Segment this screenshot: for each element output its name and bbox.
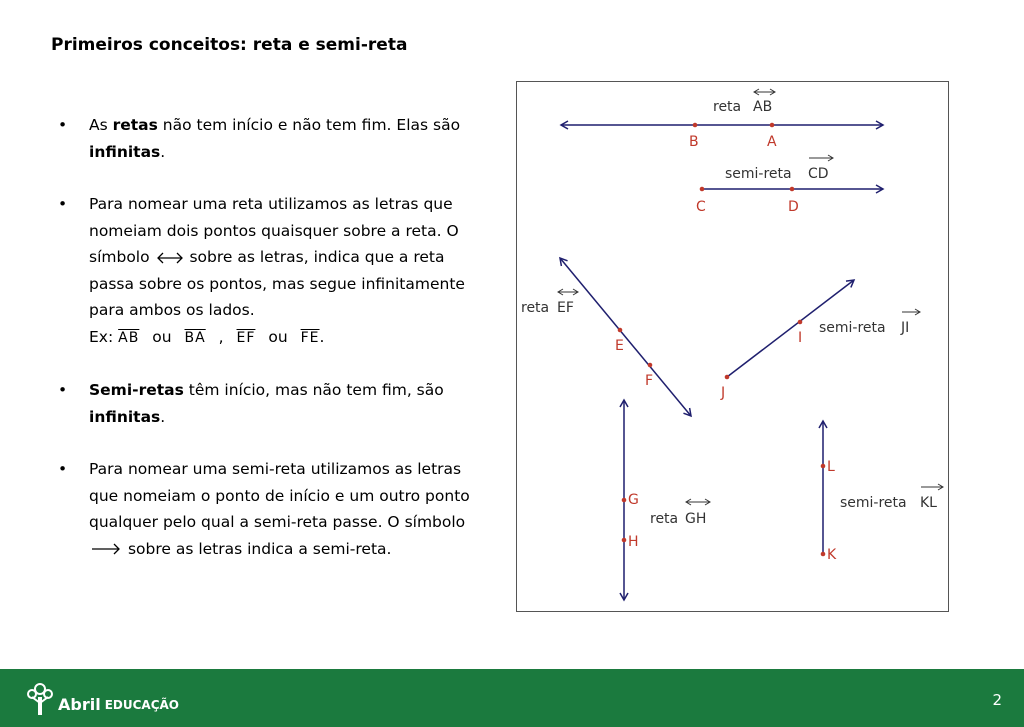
point-label-j: J [721,385,726,401]
label-semi-reta-kl: semi-reta [840,495,907,511]
bold-text: retas [112,116,158,134]
ray-ji [720,280,920,401]
text: sobre as letras, indica que a reta passa sobre os pontos, mas segue infinitamente para ambos os lados. [89,248,465,319]
bullet-dot: • [58,381,68,399]
page-title: Primeiros conceitos: reta e semi-reta [51,35,408,55]
text: Para nomear uma reta utilizamos as letras que nomeiam dois pontos quaisquer sobre a reta. O símbolo [89,195,459,266]
point-label-i: I [798,330,803,346]
text: , [218,327,224,346]
example-ef: $\overline{EF}$ [236,329,256,346]
text: ou [152,327,172,346]
footer-bar [0,669,1024,727]
point-d [790,187,795,192]
right-arrow-icon [89,542,123,556]
bullet-nomear-reta [58,191,488,351]
page-number: 2 [992,691,1002,709]
ray-cd [696,158,883,215]
ray-kl [821,421,943,563]
bold-text: infinitas [89,407,161,426]
label-reta-gh: reta [650,511,679,527]
geometry-diagram [517,82,948,611]
bullet-dot: • [58,116,68,134]
bullet-dot: • [58,195,68,213]
point-g [622,498,627,503]
logo-sub: EDUCAÇÃO [104,698,179,712]
bullet-retas [58,112,488,165]
point-f [648,363,653,368]
label-cd: CD [808,166,829,182]
bullet-nomear-semi-reta [58,456,488,562]
line-gh [622,400,710,600]
point-a [770,123,775,128]
example-label: Ex: [89,327,114,346]
point-h [622,538,627,543]
text: . [160,142,166,161]
point-l [821,464,826,469]
line-ab [561,92,883,150]
brand-logo [26,681,179,715]
point-e [618,328,623,333]
point-k [821,552,826,557]
point-label-d: D [788,199,799,215]
point-label-f: F [645,373,654,389]
double-arrow-icon [155,251,185,265]
label-gh: GH [685,511,707,527]
point-label-c: C [696,199,706,215]
point-label-a: A [767,134,777,150]
text: não tem início e não tem fim. Elas são [157,116,461,134]
example-ba: $\overline{BA}$ [184,329,206,346]
label-semi-reta-ji: semi-reta [819,320,886,336]
label-reta-ef: reta [521,300,550,316]
text: sobre as letras indica a semi-reta. [127,539,392,558]
bullet-list [58,112,488,588]
point-label-l: L [827,459,835,475]
label-ef: EF [557,300,574,316]
bold-text: Semi-retas [89,381,184,399]
point-b [693,123,698,128]
bullet-dot: • [58,460,68,478]
example-ab: $\overline{AB}$ [118,329,140,346]
bold-text: infinitas [89,142,161,161]
label-ab: AB [753,99,773,115]
point-label-e: E [615,338,624,354]
lines-figure [516,81,949,612]
text: As [89,116,113,134]
label-kl: KL [920,495,937,511]
point-label-g: G [628,492,639,508]
label-ji: JI [901,320,910,336]
point-i [798,320,803,325]
text: Para nomear uma semi-reta utilizamos as letras que nomeiam o ponto de início e um outro ponto qualquer pelo qual a semi-reta passe. O símbolo [89,460,470,531]
point-label-b: B [689,134,699,150]
label-semi-reta-cd: semi-reta [725,166,792,182]
example-fe: $\overline{FE}$ [300,329,320,346]
point-label-h: H [628,534,639,550]
text: têm início, mas não tem fim, são [183,381,444,399]
text: ou [268,327,288,346]
label-reta-ab: reta [713,99,742,115]
logo-word: Abril [58,695,101,714]
point-c [700,187,705,192]
bullet-semi-retas [58,377,488,430]
point-j [725,375,730,380]
line-ef [521,258,691,416]
text: . [160,407,166,426]
tree-logo-icon [26,681,54,715]
text: . [319,327,325,346]
point-label-k: K [827,547,837,563]
